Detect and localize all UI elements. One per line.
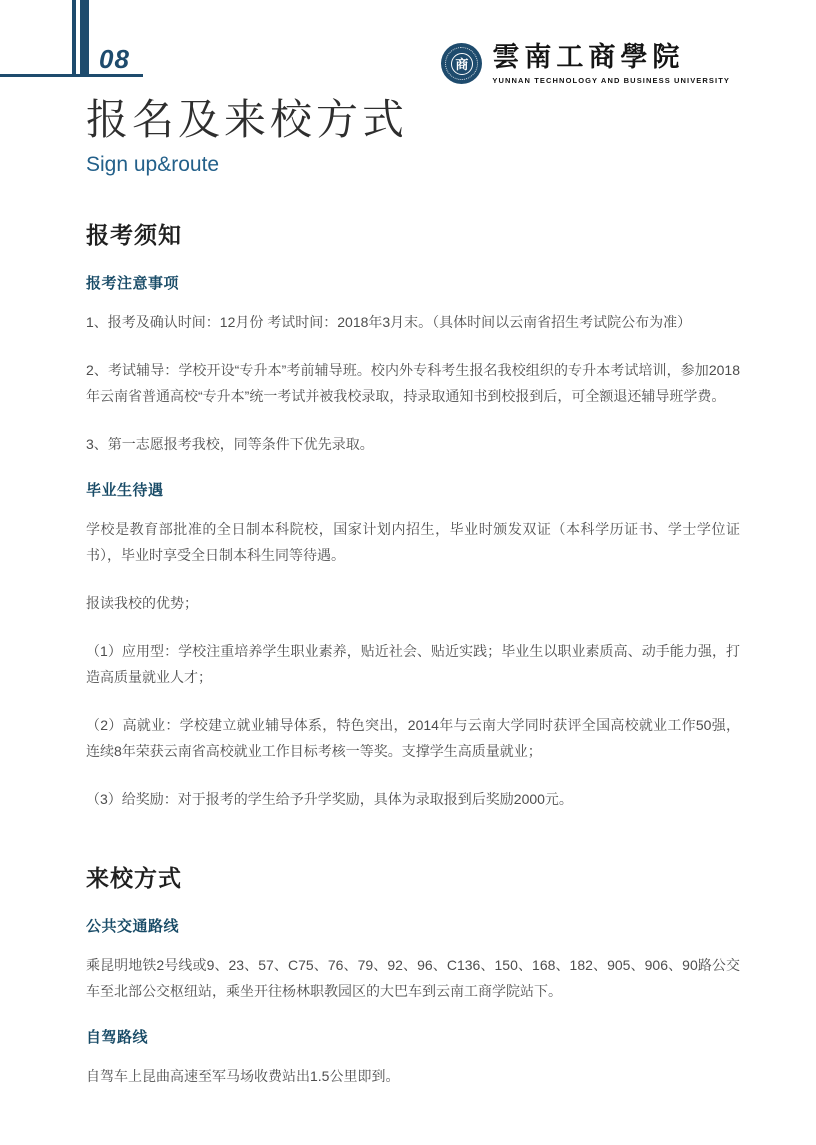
subheading-self-driving: 自驾路线 <box>86 1029 149 1046</box>
page-number: 08 <box>99 44 130 74</box>
paragraph: 1、报考及确认时间：12月份 考试时间：2018年3月末。（具体时间以云南省招生考试院公布为准） <box>86 314 692 330</box>
university-logo <box>441 43 730 85</box>
seal-character: 商 <box>451 53 473 75</box>
paragraph: 2、考试辅导：学校开设“专升本”考前辅导班。校内外专科考生报名我校组织的专升本考试培训，参加2018年云南省普通高校“专升本”统一考试并被我校录取，持录取通知书到校报到后，可全额退还辅导班学费。 <box>86 362 740 404</box>
corner-accent-bar-thick <box>80 0 89 77</box>
corner-horizontal-rule <box>0 74 143 77</box>
page-title: 报名及来校方式 <box>86 96 409 143</box>
subheading-public-transport: 公共交通路线 <box>86 918 180 935</box>
university-seal-icon <box>441 43 482 84</box>
corner-accent-bar-thin <box>72 0 76 77</box>
page-subtitle: Sign up&route <box>86 153 220 176</box>
paragraph: 学校是教育部批准的全日制本科院校，国家计划内招生，毕业时颁发双证（本科学历证书、学士学位证书），毕业时享受全日制本科生同等待遇。 <box>86 521 740 563</box>
section-application-notice <box>86 217 740 812</box>
university-name-zh: 雲南工商學院 <box>492 42 685 73</box>
paragraph: 3、第一志愿报考我校，同等条件下优先录取。 <box>86 436 374 452</box>
paragraph: 报读我校的优势； <box>86 595 198 611</box>
section-route-to-school <box>86 860 740 1089</box>
subheading-graduate-treatment: 毕业生待遇 <box>86 482 164 499</box>
university-name-en: YUNNAN TECHNOLOGY AND BUSINESS UNIVERSITY <box>492 76 730 85</box>
logo-text <box>492 43 730 85</box>
subheading-application-notes: 报考注意事项 <box>86 275 180 292</box>
paragraph: （2）高就业：学校建立就业辅导体系，特色突出，2014年与云南大学同时获评全国高校就业工作50强，连续8年荣获云南省高校就业工作目标考核一等奖。支撑学生高质量就业； <box>86 717 740 759</box>
paragraph: （1）应用型：学校注重培养学生职业素养，贴近社会、贴近实践；毕业生以职业素质高、动手能力强，打造高质量就业人才； <box>86 643 740 685</box>
paragraph: 乘昆明地铁2号线或9、23、57、C75、76、79、92、96、C136、150、168、182、905、906、90路公交车至北部公交枢纽站，乘坐开往杨林职教园区的大巴车到云南工商学院站下。 <box>86 957 740 999</box>
section-heading: 来校方式 <box>86 865 182 891</box>
paragraph: （3）给奖励：对于报考的学生给予升学奖励，具体为录取报到后奖励2000元。 <box>86 791 573 807</box>
paragraph: 自驾车上昆曲高速至军马场收费站出1.5公里即到。 <box>86 1068 400 1084</box>
section-heading: 报考须知 <box>86 222 182 248</box>
seal-dotted-ring <box>445 47 478 80</box>
